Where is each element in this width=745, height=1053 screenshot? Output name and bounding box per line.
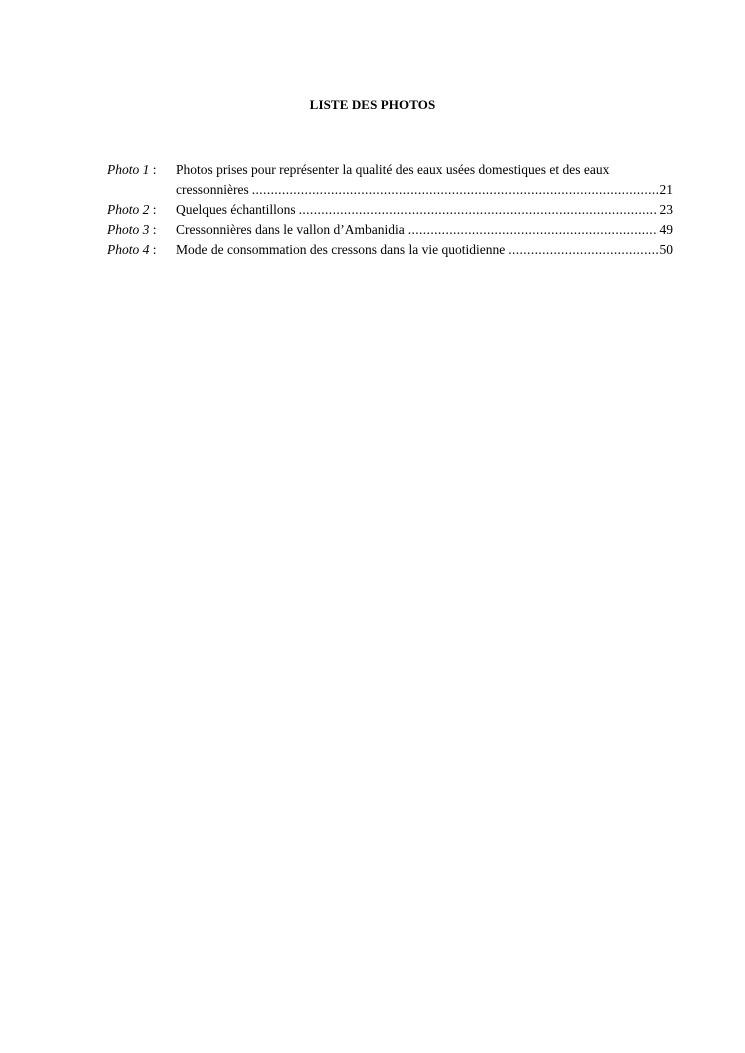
entry-label-colon: : bbox=[149, 162, 157, 177]
entry-label-text: Photo 4 bbox=[107, 242, 150, 257]
entry-label bbox=[107, 220, 176, 240]
entry-label bbox=[107, 200, 176, 220]
entry-line bbox=[176, 200, 673, 220]
entry-line bbox=[176, 220, 673, 240]
entry-body bbox=[176, 220, 673, 240]
entry-body bbox=[176, 240, 673, 260]
dot-leader bbox=[252, 180, 658, 200]
entry-body bbox=[176, 200, 673, 220]
entry-line bbox=[176, 160, 673, 180]
page-number: 49 bbox=[659, 222, 673, 237]
photo-list bbox=[107, 160, 673, 260]
entry-label-colon: : bbox=[149, 222, 157, 237]
entry-label bbox=[107, 240, 176, 260]
dot-leader bbox=[508, 240, 657, 260]
dot-leader bbox=[408, 220, 658, 240]
entry-label bbox=[107, 160, 176, 200]
entry-body bbox=[176, 160, 673, 200]
list-item-photo-4 bbox=[107, 240, 673, 260]
entry-label-text: Photo 3 bbox=[107, 222, 150, 237]
page-number: 23 bbox=[659, 202, 673, 217]
entry-title: Cressonnières dans le vallon d’Ambanidia bbox=[176, 222, 405, 237]
entry-title: Quelques échantillons bbox=[176, 202, 296, 217]
entry-label-text: Photo 1 bbox=[107, 162, 150, 177]
list-item-photo-3 bbox=[107, 220, 673, 240]
page-number: 50 bbox=[659, 242, 673, 257]
entry-label-colon: : bbox=[149, 202, 157, 217]
dot-leader bbox=[299, 200, 658, 220]
entry-label-colon: : bbox=[149, 242, 157, 257]
entry-title: Mode de consommation des cressons dans la vie quotidienne bbox=[176, 242, 506, 257]
page-number: 21 bbox=[659, 182, 673, 197]
entry-line bbox=[176, 180, 673, 200]
list-item-photo-2 bbox=[107, 200, 673, 220]
page-title: LISTE DES PHOTOS bbox=[309, 97, 436, 112]
entry-title-continued: cressonnières bbox=[176, 182, 249, 197]
entry-title: Photos prises pour représenter la qualité des eaux usées domestiques et des eaux bbox=[176, 162, 610, 177]
entry-line bbox=[176, 240, 673, 260]
entry-label-text: Photo 2 bbox=[107, 202, 150, 217]
list-item-photo-1 bbox=[107, 160, 673, 200]
